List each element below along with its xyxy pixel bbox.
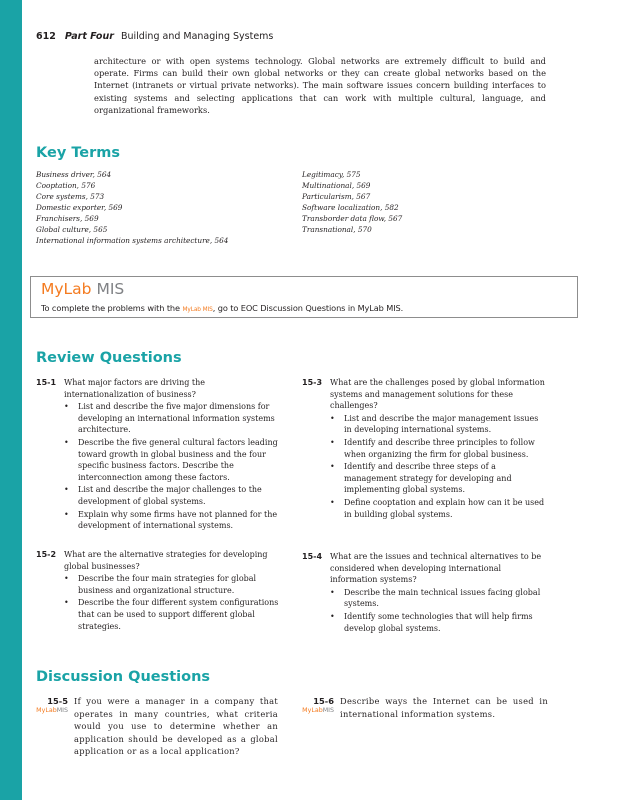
mylab-title: [41, 280, 124, 298]
question-bullets: [302, 587, 548, 634]
question-bullets: [36, 401, 280, 532]
running-header: [36, 31, 273, 42]
page-number: 612: [36, 31, 56, 42]
key-terms-right: [302, 169, 402, 235]
key-term: Transborder data flow, 567: [302, 214, 403, 223]
mylab-text-before: To complete the problems with the: [41, 303, 180, 313]
discussion-question-15-6: [300, 695, 548, 720]
key-term: Multinational, 569: [302, 181, 371, 190]
bullet-item: • Identify and describe three principles to follow when organizing the firm for global business.: [302, 437, 548, 460]
question-text: If you were a manager in a company that operates in many countries, what criteria would you use to determine whether an application should be developed as a global application or as a local application?: [74, 696, 278, 757]
bullet-item: • Describe the four different system configurations that can be used to support different global strategies.: [36, 597, 280, 632]
side-color-bar: [0, 0, 22, 800]
question-text: What are the challenges posed by global information systems and management solutions for these challenges?: [330, 378, 545, 411]
key-term: Core systems, 573: [36, 192, 105, 201]
review-question-15-4: [302, 551, 548, 634]
review-question-15-2: [36, 549, 280, 632]
discussion-question-15-5: [34, 695, 278, 758]
question-number: 15-6: [313, 696, 334, 706]
bullet-item: • Explain why some firms have not planned for the development of international systems.: [36, 509, 280, 532]
question-bullets: [36, 573, 280, 632]
bullet-item: • Define cooptation and explain how can it be used in building global systems.: [302, 497, 548, 520]
mylab-tag-rest: MIS: [322, 707, 334, 714]
key-term: International information systems architecture, 564: [36, 236, 229, 245]
question-number: 15-5: [47, 696, 68, 706]
mylab-text-after: , go to EOC Discussion Questions in MyLab MIS.: [212, 303, 404, 313]
mylab-title-rest: MIS: [96, 280, 125, 298]
discussion-questions-heading: Discussion Questions: [36, 669, 211, 685]
review-question-15-3: [302, 377, 548, 520]
key-term: Legitimacy, 575: [302, 170, 361, 179]
bullet-item: • Identify and describe three steps of a management strategy for developing and implementing global systems.: [302, 461, 548, 496]
part-title: Building and Managing Systems: [120, 31, 274, 42]
question-number: 15-3: [302, 378, 323, 387]
mylab-tag: [34, 705, 68, 718]
question-text: What major factors are driving the internationalization of business?: [64, 378, 206, 399]
bullet-item: • Describe the main technical issues facing global systems.: [302, 587, 548, 610]
mylab-mini-logo: MyLab MIS: [182, 307, 213, 313]
question-bullets: [302, 413, 548, 520]
bullet-item: • List and describe the major challenges to the development of global systems.: [36, 484, 280, 507]
question-number: 15-1: [36, 378, 57, 387]
question-text: What are the alternative strategies for developing global businesses?: [64, 550, 268, 571]
mylab-instructions: [41, 303, 403, 313]
bullet-item: • Describe the five general cultural factors leading toward growth in global business and the four specific business factors. Describe the interconnection among these factors.: [36, 437, 280, 483]
bullet-item: • Describe the four main strategies for global business and organizational structure.: [36, 573, 280, 596]
question-text: What are the issues and technical alternatives to be considered when developing international information systems?: [330, 552, 542, 585]
mylab-tag-rest: MIS: [56, 707, 68, 714]
mylab-tag: [300, 705, 334, 718]
mylab-title-accent: MyLab: [41, 280, 92, 298]
review-questions-heading: Review Questions: [36, 350, 182, 366]
key-terms-left: [36, 169, 228, 246]
key-term: Global culture, 565: [36, 225, 108, 234]
key-term: Franchisers, 569: [36, 214, 99, 223]
key-term: Transnational, 570: [302, 225, 372, 234]
key-term: Software localization, 582: [302, 203, 399, 212]
mylab-tag-accent: MyLab: [302, 707, 323, 714]
intro-paragraph: architecture or with open systems technology. Global networks are extremely difficult to build and operate. Firms can build their own global networks or they can create global networks based on the Internet (intranets or virtual private networks). The main software issues concern building interfaces to existing systems and selecting applications that can work with multiple cultural, language, and organizational frameworks.: [94, 56, 546, 115]
question-text: Describe ways the Internet can be used in international information systems.: [340, 696, 548, 719]
question-number: 15-2: [36, 550, 57, 559]
bullet-item: • List and describe the major management issues in developing international systems.: [302, 413, 548, 436]
key-terms-heading: Key Terms: [36, 145, 121, 161]
key-term: Cooptation, 576: [36, 181, 96, 190]
review-question-15-1: [36, 377, 280, 532]
mylab-tag-accent: MyLab: [36, 707, 57, 714]
bullet-item: • Identify some technologies that will help firms develop global systems.: [302, 611, 548, 634]
mylab-box: [30, 276, 578, 318]
key-term: Particularism, 567: [302, 192, 371, 201]
bullet-item: • List and describe the five major dimensions for developing an international information systems architecture.: [36, 401, 280, 436]
key-term: Business driver, 564: [36, 170, 112, 179]
question-number: 15-4: [302, 552, 323, 561]
part-label: Part Four: [64, 31, 114, 42]
key-term: Domestic exporter, 569: [36, 203, 123, 212]
